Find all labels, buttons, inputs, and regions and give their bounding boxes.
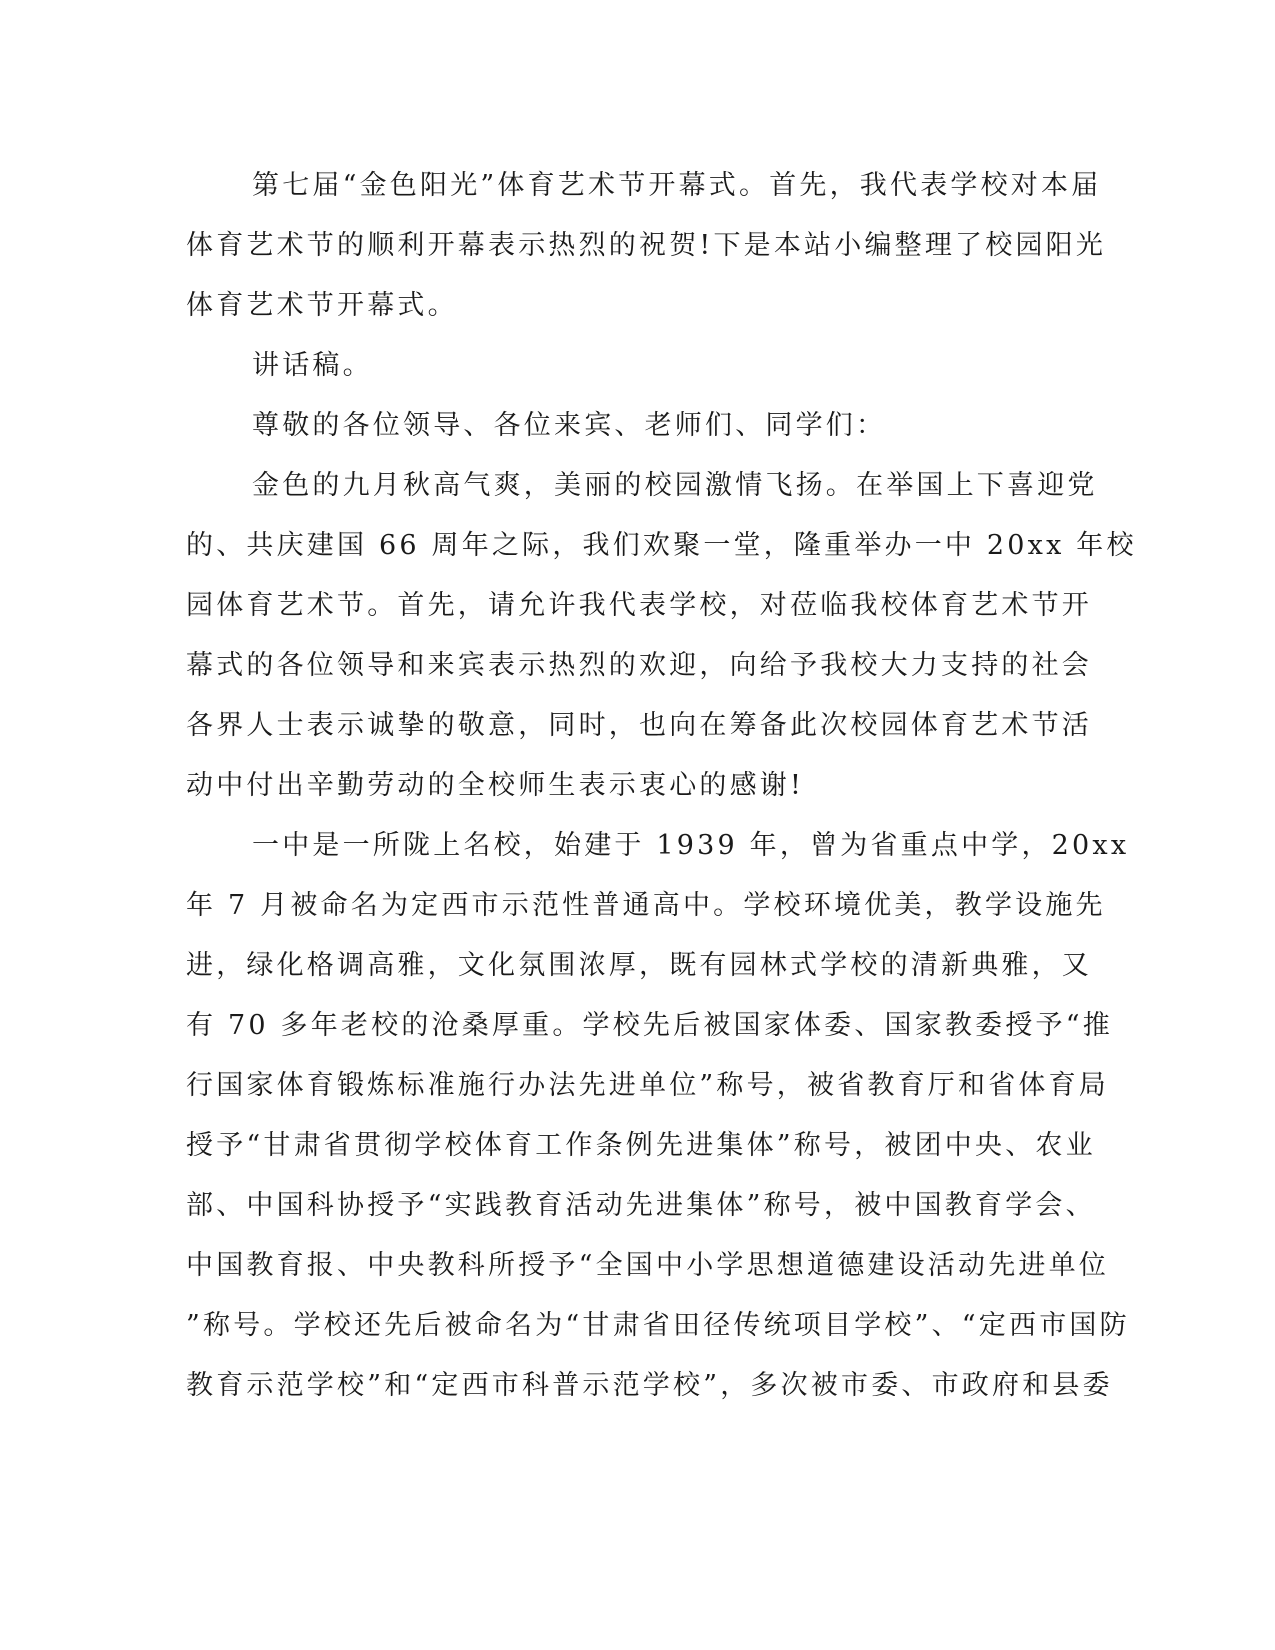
text-line: 的、共庆建国 66 周年之际，我们欢聚一堂，隆重举办一中 20xx 年校 (186, 530, 1137, 561)
text-line: 部、中国科协授予“实践教育活动先进集体”称号，被中国教育学会、 (186, 1190, 1096, 1221)
text-line: 动中付出辛勤劳动的全校师生表示衷心的感谢! (186, 770, 805, 801)
text-line: 体育艺术节开幕式。 (186, 290, 458, 321)
text-line: 授予“甘肃省贯彻学校体育工作条例先进集体”称号，被团中央、农业 (186, 1130, 1096, 1161)
text-line: 第七届“金色阳光”体育艺术节开幕式。首先，我代表学校对本届 (252, 170, 1102, 201)
text-line: 讲话稿。 (252, 350, 373, 381)
text-line: 中国教育报、中央教科所授予“全国中小学思想道德建设活动先进单位 (186, 1250, 1110, 1281)
text-line: 金色的九月秋高气爽，美丽的校园激情飞扬。在举国上下喜迎党 (252, 470, 1098, 501)
text-line: 各界人士表示诚挚的敬意，同时，也向在筹备此次校园体育艺术节活 (186, 710, 1092, 741)
text-line: 行国家体育锻炼标准施行办法先进单位”称号，被省教育厅和省体育局 (186, 1070, 1110, 1101)
text-line: 幕式的各位领导和来宾表示热烈的欢迎，向给予我校大力支持的社会 (186, 650, 1092, 681)
text-line: ”称号。学校还先后被命名为“甘肃省田径传统项目学校”、“定西市国防 (186, 1310, 1130, 1341)
text-line: 年 7 月被命名为定西市示范性普通高中。学校环境优美，教学设施先 (186, 890, 1106, 921)
document-body (186, 156, 1137, 1416)
text-line: 园体育艺术节。首先，请允许我代表学校，对莅临我校体育艺术节开 (186, 590, 1092, 621)
text-line: 教育示范学校”和“定西市科普示范学校”，多次被市委、市政府和县委 (186, 1370, 1113, 1401)
text-line: 一中是一所陇上名校，始建于 1939 年，曾为省重点中学，20xx (252, 830, 1130, 861)
text-line: 体育艺术节的顺利开幕表示热烈的祝贺!下是本站小编整理了校园阳光 (186, 230, 1107, 261)
salutation-line: 尊敬的各位领导、各位来宾、老师们、同学们： (252, 410, 887, 441)
text-line: 有 70 多年老校的沧桑厚重。学校先后被国家体委、国家教委授予“推 (186, 1010, 1113, 1041)
text-line: 进，绿化格调高雅，文化氛围浓厚，既有园林式学校的清新典雅，又 (186, 950, 1092, 981)
